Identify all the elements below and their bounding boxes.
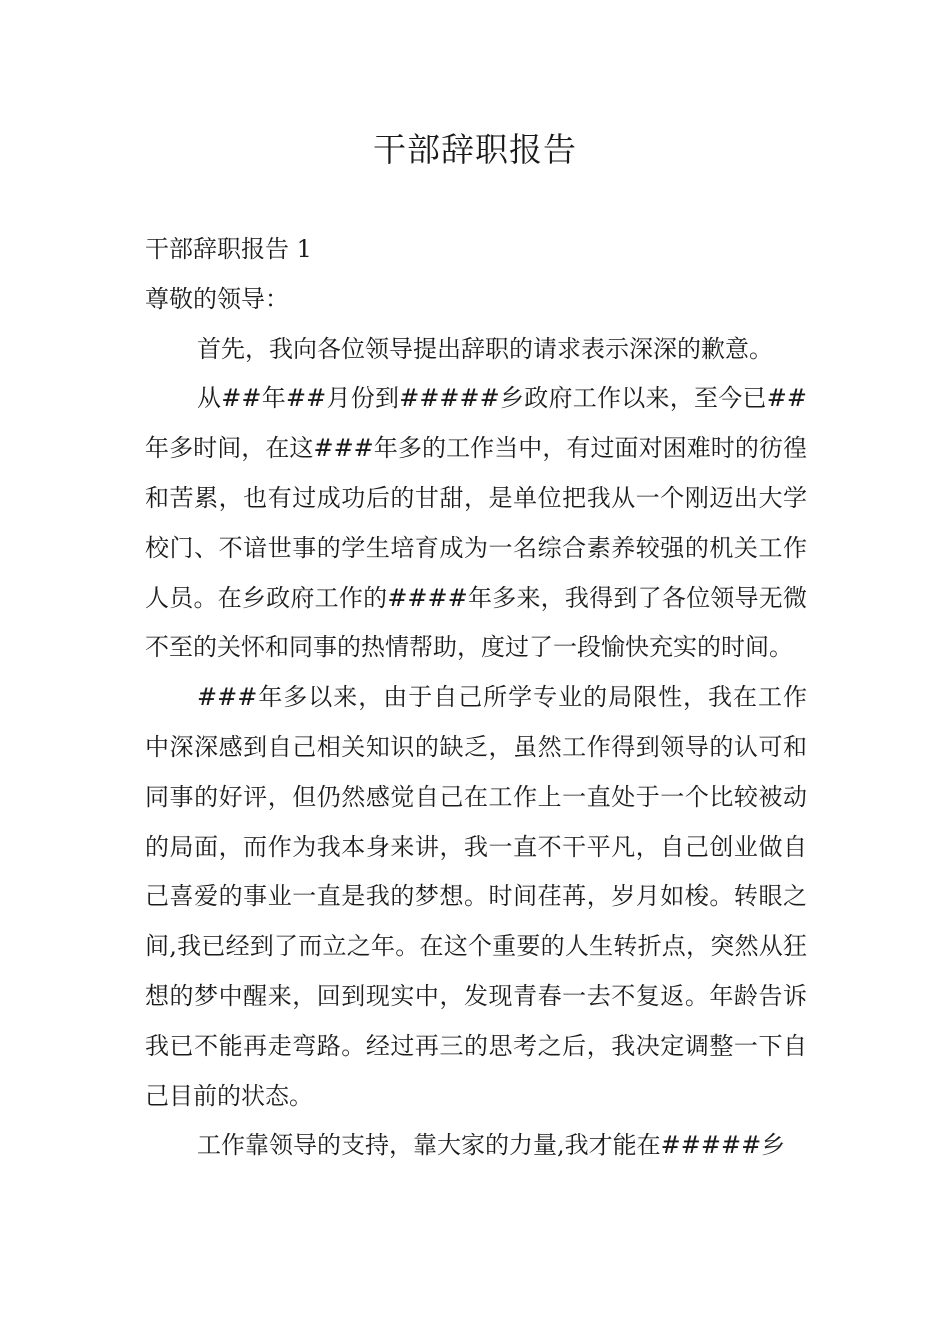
document-subtitle: 干部辞职报告 1	[145, 235, 312, 263]
document-body	[145, 225, 807, 1171]
paragraph-4: 工作靠领导的支持，靠大家的力量,我才能在#####乡	[197, 1131, 786, 1160]
document-title: 干部辞职报告	[373, 130, 577, 169]
paragraph-2: 从##年##月份到#####乡政府工作以来，至今已##年多时间，在这###年多的工作当中，有过面对困难时的彷徨和苦累，也有过成功后的甘甜，是单位把我从一个刚迈出大学校门、不谙世事的学生培育成为一名综合素养较强的机关工作人员。在乡政府工作的####年多来，我得到了各位领导无微不至的关怀和同事的热情帮助，度过了一段愉快充实的时间。	[145, 384, 807, 662]
salutation: 尊敬的领导：	[145, 284, 289, 313]
paragraph-1: 首先，我向各位领导提出辞职的请求表示深深的歉意。	[197, 334, 773, 363]
paragraph-3: ###年多以来，由于自己所学专业的局限性，我在工作中深深感到自己相关知识的缺乏，虽然工作得到领导的认可和同事的好评，但仍然感觉自己在工作上一直处于一个比较被动的局面，而作为我本身来讲，我一直不干平凡，自己创业做自己喜爱的事业一直是我的梦想。时间荏苒，岁月如梭。转眼之间,我已经到了而立之年。在这个重要的人生转折点，突然从狂想的梦中醒来，回到现实中，发现青春一去不复返。年龄告诉我已不能再走弯路。经过再三的思考之后，我决定调整一下自己目前的状态。	[145, 683, 807, 1110]
